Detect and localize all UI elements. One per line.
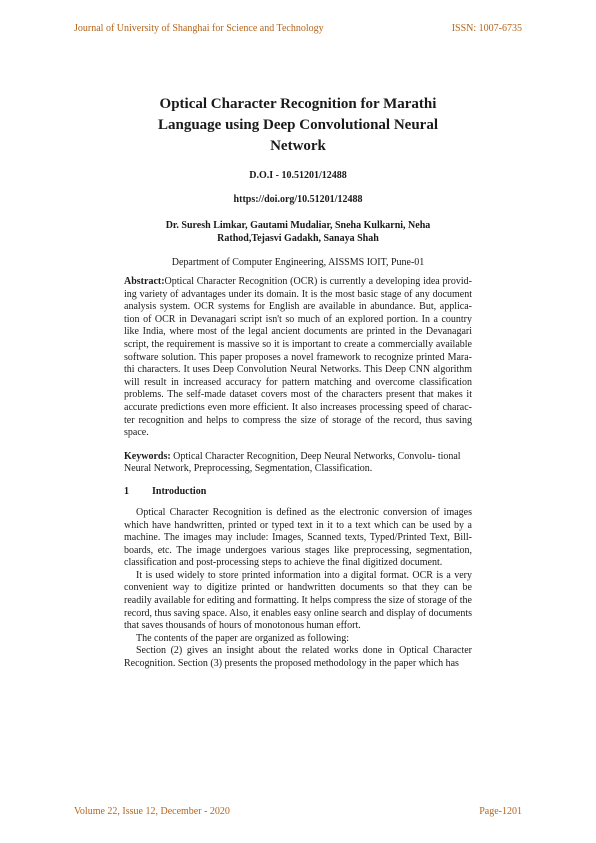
title-line-3: Network xyxy=(270,138,326,154)
author-list xyxy=(124,219,472,245)
title-line-1: Optical Character Recognition for Marathi xyxy=(159,96,437,112)
issn-header: ISSN: 1007-6735 xyxy=(451,23,522,34)
affiliation: Department of Computer Engineering, AISSMS IOIT, Pune-01 xyxy=(171,257,425,268)
section-number: 1 xyxy=(124,485,129,497)
journal-header: Journal of University of Shanghai for Science and Technology xyxy=(74,23,324,34)
intro-paragraph-3: The contents of the paper are organized as following: xyxy=(136,632,350,644)
paper-title xyxy=(124,94,472,157)
abstract-text: Optical Character Recognition (OCR) is currently a developing idea provid- ing variety of advantages under its domain. It is the most basic stage of any document analysis system. OCR systems for English are available in abundance. But, applica- tion of OCR in Devanagari script isn't so much of an explored portion. In a country like India, where most of the legal ancient documents are printed in the Devanagari script, the requirement is massive so it is important to create a commercially available software solution. This paper proposes a novel framework to recognize printed Mara- thi characters. It uses Deep Convolution Neural Networks. This Deep CNN algorithm will result in increased accuracy for pattern matching and overcome classification problems. The self-made dataset covers most of the characters present that makes it accurate predictions even more efficient. It also increases processing speed of charac- ter recognition and helps to compress the size of storage of the record, thus saving space. xyxy=(124,276,472,439)
keywords xyxy=(124,451,472,476)
keywords-text: Optical Character Recognition, Deep Neural Networks, Convolu- tional Neural Network, Preprocessing, Segmentation, Classification. xyxy=(124,450,461,475)
section-heading xyxy=(124,486,472,497)
authors-line-1: Dr. Suresh Limkar, Gautami Mudaliar, Sneha Kulkarni, Neha xyxy=(165,220,431,231)
title-line-2: Language using Deep Convolutional Neural xyxy=(157,117,439,133)
intro-paragraph-4: Section (2) gives an insight about the related works done in Optical Character Recognition. Section (3) presents the proposed methodology in the paper which has xyxy=(124,645,472,670)
abstract xyxy=(124,276,472,440)
keywords-label: Keywords: xyxy=(124,450,171,462)
doi-link[interactable]: https://doi.org/10.51201/12488 xyxy=(233,194,363,205)
authors-line-2: Rathod,Tejasvi Gadakh, Sanaya Shah xyxy=(217,233,379,244)
volume-footer: Volume 22, Issue 12, December - 2020 xyxy=(74,806,230,817)
abstract-label: Abstract: xyxy=(124,276,165,287)
doi-label: D.O.I - 10.51201/12488 xyxy=(249,170,347,181)
section-title: Introduction xyxy=(152,485,207,497)
intro-paragraph-1: Optical Character Recognition is defined as the electronic conversion of images which have handwritten, printed or typed text in it to a text which can be used by a machine. The images may include: Images, Scanned texts, Typed/Printed Text, Bill- boards, etc. The image undergoes various stages like preprocessing, segmentation, classification and post-processing steps to achieve the final digitized document. xyxy=(124,506,472,569)
paper-content xyxy=(124,94,472,671)
intro-paragraph-2: It is used widely to store printed information into a digital format. OCR is a very convenient way to digitize printed or handwritten documents so that they can be readily available for editing and formatting. It helps compress the size of storage of the record, thus saving space. Also, it enables easy online search and display of documents that saves thousands of hours of monotonous human effort. xyxy=(124,569,472,632)
page-number: Page-1201 xyxy=(479,806,522,817)
